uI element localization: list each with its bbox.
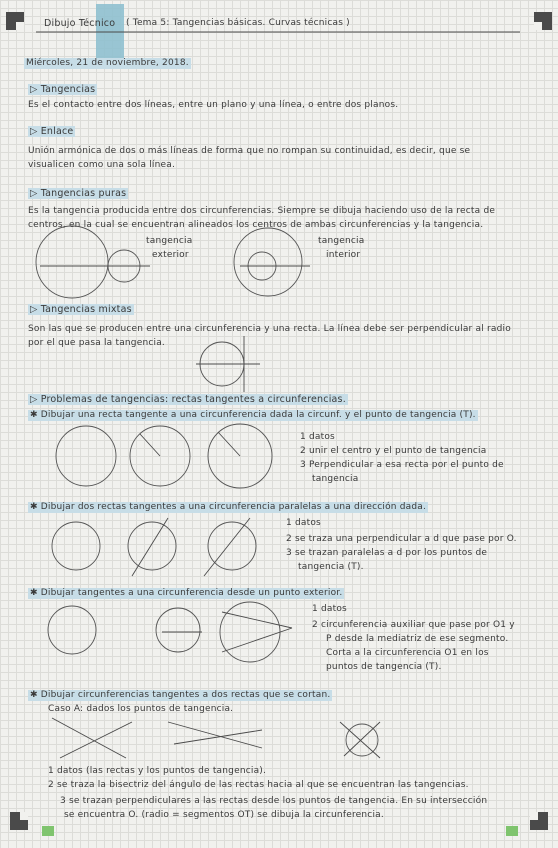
problem-step: tangencia <box>312 474 359 484</box>
page-title: Dibujo Técnico <box>44 18 116 29</box>
diagram-label: exterior <box>152 250 189 260</box>
text-line: centros, en la cual se encuentran alineados los centros de ambas circunferencias y la tangencia. <box>28 220 484 230</box>
heading-enlace: ▷ Enlace <box>30 126 74 137</box>
problem-caso: Caso A: dados los puntos de tangencia. <box>48 704 234 714</box>
problem-title: ✱ Dibujar tangentes a una circunferencia desde un punto exterior. <box>30 588 343 598</box>
problem-step: 2 unir el centro y el punto de tangencia <box>300 446 487 456</box>
problem-title: ✱ Dibujar una recta tangente a una circunferencia dada la circunf. y el punto de tangencia (T). <box>30 410 476 420</box>
problem-title: ✱ Dibujar dos rectas tangentes a una circunferencia paralelas a una dirección dada. <box>30 502 427 512</box>
heading-tangencias: ▷ Tangencias <box>30 84 96 95</box>
problem-step: 2 se traza una perpendicular a d que pase por O. <box>286 534 517 544</box>
problem-step: tangencia (T). <box>298 562 364 572</box>
date-label: Miércoles, 21 de noviembre, 2018. <box>26 58 189 68</box>
problem-step: 3 se trazan paralelas a d por los puntos de <box>286 548 488 558</box>
text-line: por el que pasa la tangencia. <box>28 338 165 348</box>
problem-step: puntos de tangencia (T). <box>326 662 442 672</box>
heading-problemas: ▷ Problemas de tangencias: rectas tangentes a circunferencias. <box>30 394 346 405</box>
problem-step: 1 datos <box>312 604 347 614</box>
circle-drawing <box>234 228 302 296</box>
problem-step: se encuentra O. (radio = segmentos OT) se dibuja la circunferencia. <box>64 810 384 820</box>
problem-step: 1 datos <box>300 432 335 442</box>
page-subtitle: ( Tema 5: Tangencias básicas. Curvas técnicas ) <box>126 18 350 28</box>
heading-tangencias-mixtas: ▷ Tangencias mixtas <box>30 304 132 315</box>
problem-title: ✱ Dibujar circunferencias tangentes a dos rectas que se cortan. <box>30 690 331 700</box>
problem-step: Corta a la circunferencia O1 en los <box>326 648 489 658</box>
heading-tangencias-puras: ▷ Tangencias puras <box>30 188 127 199</box>
text-line: Unión armónica de dos o más líneas de forma que no rompan su continuidad, es decir, que se <box>28 146 471 156</box>
problem-step: 2 circunferencia auxiliar que pase por O1 y <box>312 620 515 630</box>
text-line: Es la tangencia producida entre dos circunferencias. Siempre se dibuja haciendo uso de la recta de <box>28 206 496 216</box>
text-line: Es el contacto entre dos líneas, entre un plano y una línea, o entre dos planos. <box>28 100 399 110</box>
circle-drawing <box>36 226 108 298</box>
problem-step: 3 Perpendicular a esa recta por el punto de <box>300 460 504 470</box>
text-line: Son las que se producen entre una circunferencia y una recta. La línea debe ser perpendicular al radio <box>28 324 511 334</box>
problem-step: 2 se traza la bisectriz del ángulo de las rectas hacia al que se encuentran las tangencias. <box>48 780 469 790</box>
diagram-label: interior <box>326 250 361 260</box>
problem-step: 3 se trazan perpendiculares a las rectas desde los puntos de tangencia. En su intersección <box>60 796 488 806</box>
problem-step: 1 datos (las rectas y los puntos de tangencia). <box>48 766 267 776</box>
diagram-label: tangencia <box>318 236 365 246</box>
problem-step: P desde la mediatriz de ese segmento. <box>326 634 509 644</box>
problem-step: 1 datos <box>286 518 321 528</box>
diagram-label: tangencia <box>146 236 193 246</box>
text-line: visualicen como una sola línea. <box>28 160 176 170</box>
